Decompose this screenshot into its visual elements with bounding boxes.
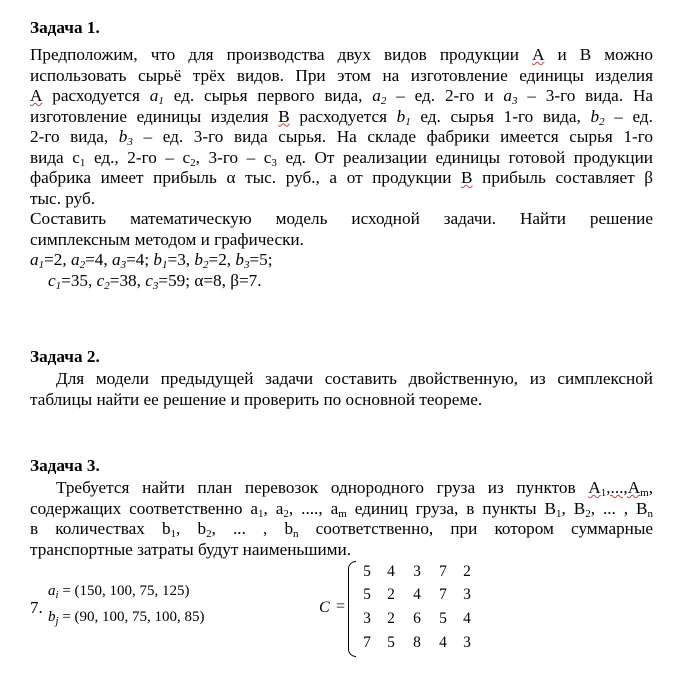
demand-values: = (90, 100, 75, 100, 85)	[62, 609, 205, 625]
task1-params-a-b: a1=2, a2=4, a3=4; b1=3, b2=2, b3=5;	[30, 250, 273, 271]
supply-symbol: a	[48, 583, 56, 599]
matrix-label: C	[319, 599, 330, 616]
task1-line: вида $с_1$ ед., $2-го - с_2$, $3-го - с_3$ ед. От реализации единицы готовой продукции	[30, 147, 653, 169]
task2-line: Для модели предыдущей задачи составить двойственную, из симплексной	[56, 369, 653, 388]
task1-line: фабрика имеет прибыль α тыс. руб., а от продукции В прибыль составляет β	[30, 168, 653, 187]
task3-line: транспортные затраты будут наименьшими.	[30, 539, 352, 559]
supply-vector	[48, 583, 190, 601]
task2-heading: Задача 2.	[30, 347, 100, 366]
matrix-cell: 3	[413, 563, 421, 580]
matrix-cell: 2	[463, 563, 471, 580]
matrix-cell: 3	[363, 610, 371, 627]
matrix-equals: =	[336, 598, 346, 615]
task1-line: Предположим, что для производства двух видов продукции А и В можно	[30, 45, 653, 64]
matrix-cell: 7	[363, 634, 371, 651]
variant-number: 7.	[30, 598, 43, 617]
matrix-cell: 5	[363, 586, 371, 603]
matrix-cell: 6	[413, 610, 421, 627]
task3-line: в количествах $b_1$, $b_2$, ... , $b_n$ соответственно, при котором суммарные	[30, 519, 654, 540]
task3-body	[30, 478, 653, 560]
task2-line: таблицы найти ее решение и проверить по основной теореме.	[30, 389, 483, 409]
matrix-cell: 3	[463, 586, 471, 603]
task3-heading: Задача 3.	[30, 456, 100, 475]
matrix-cell: 4	[439, 634, 447, 651]
demand-index: j	[55, 615, 59, 627]
demand-symbol: b	[48, 609, 56, 625]
supply-index: i	[55, 589, 59, 601]
task1-line: использовать сырьё трёх видов. При этом на изготовление единицы изделия	[30, 65, 653, 85]
matrix-cell: 2	[387, 586, 395, 603]
task1-heading: Задача 1.	[30, 18, 100, 37]
demand-vector	[48, 609, 205, 627]
matrix-cell: 7	[439, 563, 447, 580]
task1-line: 2-го вида, b3 – ед. 3-го вида сырья. На складе фабрики имеется сырья 1-го	[30, 127, 653, 148]
task3-line: содержащих соответственно $а_1$, $а_2$, ...., $а_m$ единиц груза, в пункты $В_1$, $В_2$, ... , $В_n$	[30, 498, 653, 520]
matrix-cell: 3	[463, 634, 471, 651]
matrix-cell: 4	[413, 586, 421, 603]
matrix-cell: 7	[439, 586, 447, 603]
matrix-cell: 5	[387, 634, 395, 651]
task1-line: изготовление единицы изделия В расходуется b1 ед. сырья 1-го вида, b2 – ед.	[30, 106, 653, 128]
task3-line: Требуется найти план перевозок однородного груза из пунктов $А_1,...,А_m$,	[56, 478, 653, 499]
task1-line: Составить математическую модель исходной задачи. Найти решение	[30, 209, 653, 228]
matrix-cell: 4	[387, 563, 395, 580]
task1-line: симплексным методом и графически.	[30, 229, 304, 249]
matrix-cell: 2	[387, 610, 395, 627]
task1-body	[30, 45, 653, 291]
task1-line: тыс. руб.	[30, 188, 96, 208]
task1-line: А расходуется a1 ед. сырья первого вида, a2 – ед. 2-го и a3 – 3-го вида. На	[30, 86, 653, 107]
matrix-cell: 8	[413, 634, 421, 651]
matrix-cell: 4	[463, 610, 471, 627]
matrix-left-bracket	[348, 561, 356, 657]
supply-values: = (150, 100, 75, 125)	[62, 583, 190, 599]
matrix-cell: 5	[439, 610, 447, 627]
task1-params-c: c1=35, c2=38, c3=59; α=8, β=7.	[48, 270, 262, 292]
task2-body	[30, 369, 653, 410]
matrix-cell: 5	[363, 563, 371, 580]
